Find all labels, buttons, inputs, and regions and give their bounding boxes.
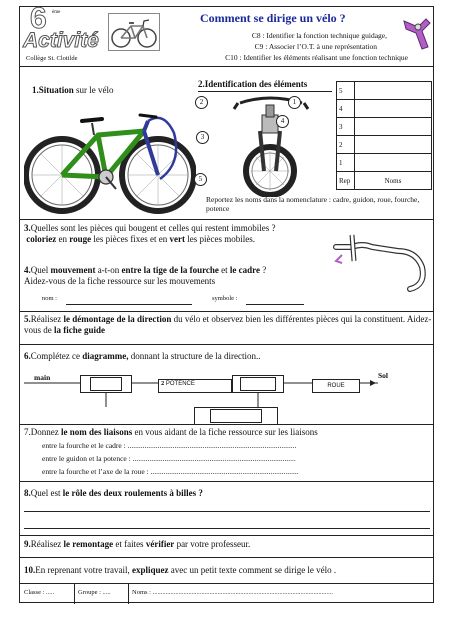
divider-section7 [20,424,433,425]
section2-heading: 2.Identification des éléments [198,79,308,89]
objective-c10: C10 : Identifier les éléments réalisant une fonction technique [225,53,408,62]
marker-2: 2 [195,96,208,109]
name-cell-2[interactable] [355,136,432,154]
answer-line-2[interactable] [24,528,430,529]
diagram-box-potence: 2 POTENCE [158,379,232,393]
table-row: 2 [337,136,432,154]
diagram-sol-label: Sol [378,371,389,380]
grade-number: 6 [30,2,47,35]
school-name: Collège St. Clotilde [26,55,78,62]
diagram-box-1-inner [90,377,122,391]
divider-section6 [20,344,433,345]
fork-detail-illustration [220,91,320,197]
question-6: 6.Complétez ce diagramme, donnant la structure de la direction.. [24,351,261,361]
question-9: 9.Réalisez le remontage et faites vérifier par votre professeur. [24,539,251,549]
question-7: 7.Donnez le nom des liaisons en vous aidant de la fiche ressource sur les liaisons [24,427,318,437]
objective-c8: C8 : Identifier la fonction technique guidage, [251,31,387,40]
handlebar-sketch [332,221,432,295]
question-5: 5.Réalisez le démontage de la direction du vélo et observez bien les différentes pièces qui la constituent. Aidez-vous de la fiche guide [24,314,432,335]
grade-suffix: ème [52,10,61,15]
divider-section8 [20,481,433,482]
marker-1: 1 [288,96,301,109]
diagram-main-label: main [34,373,51,382]
footer-sep-2 [128,584,129,604]
question-10: 10.En reprenant votre travail, expliquez avec un petit texte comment se dirige le vélo . [24,565,337,575]
structure-diagram [20,367,435,427]
link-fourche-cadre[interactable]: entre la fourche et le cadre : .......................................................................................... [42,441,297,450]
footer-sep-1 [74,584,75,604]
table-row: 3 [337,118,432,136]
marker-4: 4 [276,115,289,128]
divider-section5 [20,311,433,312]
nomenclature-instruction: Reportez les noms dans la nomenclature : cadre, guidon, roue, fourche, potence [206,195,420,213]
footer-noms[interactable]: Noms : ............................................................................................................... [132,589,333,596]
divider-section10 [20,557,433,558]
name-cell-1[interactable] [355,154,432,172]
name-cell-4[interactable] [355,100,432,118]
activity-title: Activité [23,29,99,52]
brake-lever-icon [400,13,434,53]
worksheet [19,2,434,603]
bike-illustration [24,97,196,219]
movement-symbol-label: symbole : [212,295,238,302]
section1-heading: 1.Situation sur le vélo [32,85,114,95]
table-row: 5 [337,82,432,100]
link-fourche-axe[interactable]: entre la fourche et l’axe de la roue : ............................................................................... [42,467,299,476]
link-guidon-potence[interactable]: entre le guidon et la potence : ....................................................................................... [42,454,296,463]
diagram-box-lower-inner [210,409,262,423]
question-3: 3.Quelles sont les pièces qui bougent et celles qui restent immobiles ? coloriez en rouge les pièces fixes et en vert les pièces mobiles. [24,223,276,244]
question-8: 8.Quel est le rôle des deux roulements à billes ? [24,488,203,498]
footer-classe[interactable]: Classe : ..... [24,589,55,596]
name-cell-3[interactable] [355,118,432,136]
marker-3: 3 [196,131,209,144]
answer-line-1[interactable] [24,511,430,512]
nomenclature-table [336,81,432,190]
footer-divider [20,583,433,584]
bike-thumbnail [108,13,160,51]
name-cell-5[interactable] [355,82,432,100]
footer-groupe[interactable]: Groupe : ..... [78,589,111,596]
table-header-row: Rep Noms [337,172,432,190]
table-row: 1 [337,154,432,172]
marker-5: 5 [194,173,207,186]
movement-symbol-line[interactable] [246,304,304,305]
objective-c9: C9 : Associer l’O.T. à une représentation [254,42,377,51]
table-row: 4 [337,100,432,118]
page-title: Comment se dirige un vélo ? [200,11,346,25]
divider-section9 [20,535,433,536]
movement-name-label: nom : [42,295,57,302]
divider-section3 [20,219,433,220]
header-divider [20,66,433,67]
diagram-box-3-inner [240,377,276,391]
movement-name-line[interactable] [66,304,192,305]
diagram-box-roue: ROUE [312,379,360,393]
question-4: 4.Quel mouvement a-t-on entre la tige de la fourche et le cadre ? Aidez-vous de la fiche ressource sur les mouvements [24,265,267,286]
